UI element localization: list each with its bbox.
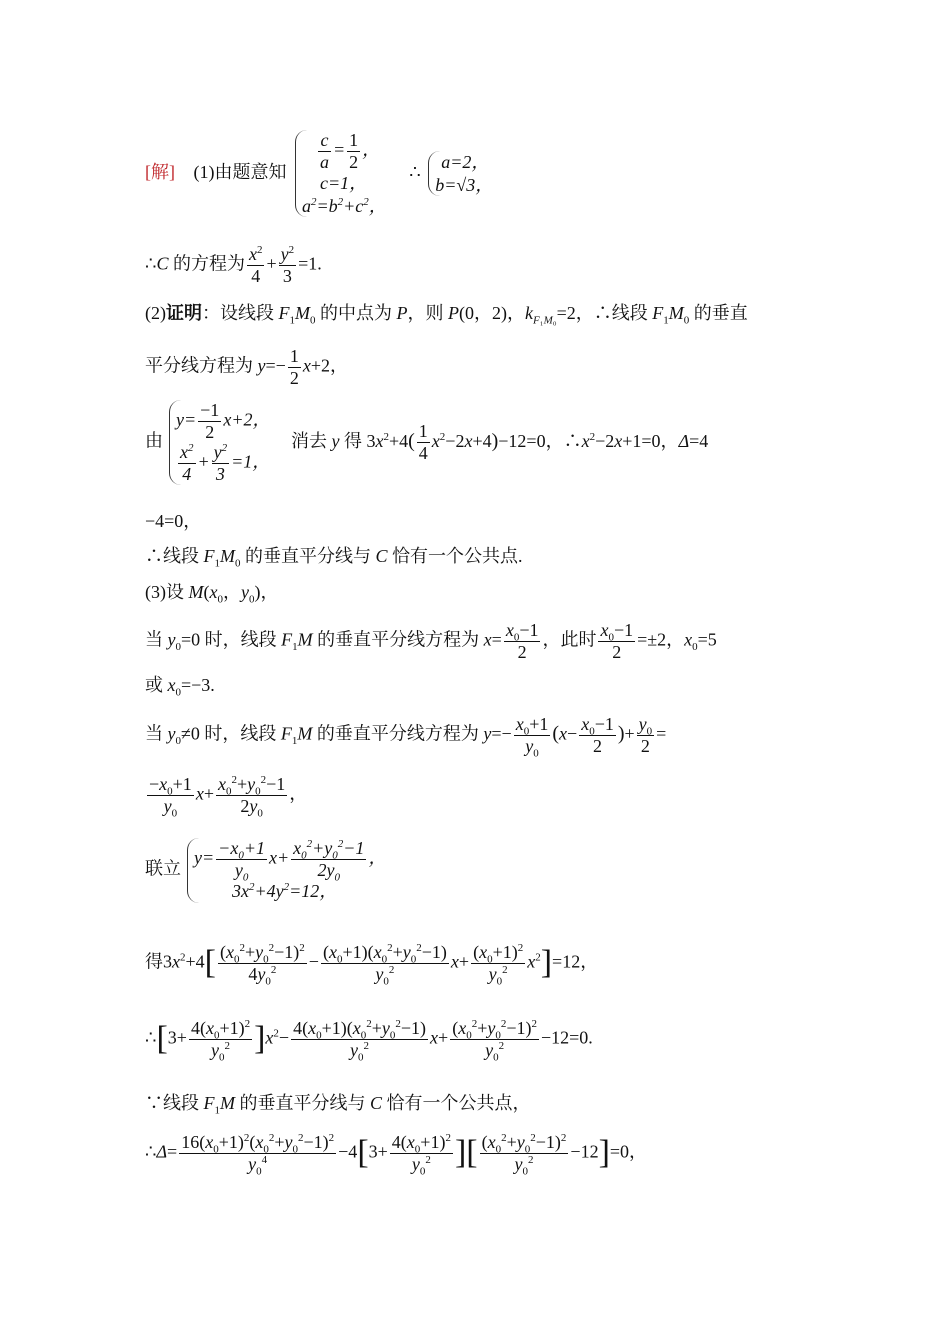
solution-line-13: 联立 y= $\frac{-x_0+1}{y_0}$ x+ $\frac{x_0^2+y_0^2-1}{2y_0}$ ， $3x^2+4y^2=12$， — [145, 838, 387, 902]
solution-line-6: −4=0， — [145, 511, 202, 531]
solution-line-15: ∴[3+ $\frac{4(x_0+1)^2}{y_0^2}$ ]$x^2-$ $\frac{4(x_0+1)(x_0^2+y_0^2-1)}{y_0^2}$ x+ $\frac{(x_0^2+y_0^2-1)^2}{y_0^2}$ −12=0. — [145, 1018, 593, 1064]
solution-line-5: 由 y= $\frac{-1}{2}$ x+2， $\frac{x^2}{4}$ + $\frac{y^2}{3}$ =1， 消去 y 得 $3x^2+4$( $\frac{1}{4}$ $x^2-2x+4)-12=0$，$\therefore x^2-2x+1=0$，Δ=4 — [145, 400, 709, 485]
solution-line-3: (2)证明：设线段 $F_1M_0$ 的中点为 P，则 P(0，2)，$k_{F_1M_0}=2$，∴线段 $F_1M_0$ 的垂直 — [145, 303, 748, 327]
solution-line-16: ∵线段 $F_1M$ 的垂直平分线与 C 恰有一个公共点， — [145, 1093, 531, 1117]
solution-label: [解] — [145, 161, 175, 182]
solution-line-10: 或 $x_0=-3$. — [145, 675, 215, 699]
system-2: y= $\frac{-1}{2}$ x+2， $\frac{x^2}{4}$ + $\frac{y^2}{3}$ =1， — [169, 400, 270, 485]
system-1-result: a=2， b=√3， — [428, 151, 493, 196]
solution-line-9: 当 $y_0=0$ 时，线段 $F_1M$ 的垂直平分线方程为 x= $\frac{x_0-1}{2}$ ，此时 $\frac{x_0-1}{2}$ =±2，$x_0=5$ — [145, 620, 717, 662]
system-3: y= $\frac{-x_0+1}{y_0}$ x+ $\frac{x_0^2+y_0^2-1}{2y_0}$ ， $3x^2+4y^2=12$， — [187, 838, 386, 903]
solution-line-17: ∴Δ= $\frac{16(x_0+1)^2(x_0^2+y_0^2-1)^2}{y_0^4}$ −4[3+ $\frac{4(x_0+1)^2}{y_0^2}$ ][ $\frac{(x_0^2+y_0^2-1)^2}{y_0^2}$ −12]=0， — [145, 1132, 648, 1178]
part1-intro: (1)由题意知 — [193, 161, 287, 182]
solution-line-14: 得$3x^2+4$[ $\frac{(x_0^2+y_0^2-1)^2}{4y_0^2}$ − $\frac{(x_0+1)(x_0^2+y_0^2-1)}{y_0^2}$ x+ $\frac{(x_0+1)^2}{y_0^2}$ $x^2]=12$， — [145, 942, 599, 988]
therefore-symbol: ∴ — [409, 161, 421, 182]
solution-line-1 — [145, 130, 493, 217]
solution-line-11: 当 $y_0\ne 0$ 时，线段 $F_1M$ 的垂直平分线方程为 y=− $\frac{x_0+1}{y_0}$ (x− $\frac{x_0-1}{2}$ )+ $\frac{y_0}{2}$ = — [145, 714, 667, 760]
system-1: $\frac{c}{a}$ = $\frac{1}{2}$ ， c=1， $a^2=b^2+c^2$， — [295, 130, 387, 217]
solution-line-2: ∴C 的方程为 $\frac{x^2}{4}$ + $\frac{y^2}{3}$ =1. — [145, 244, 322, 286]
solution-line-12: $\frac{-x_0+1}{y_0}$ x+ $\frac{x_0^2+y_0^2-1}{2y_0}$ ， — [149, 774, 308, 820]
solution-line-4: 平分线方程为 y=− $\frac{1}{2}$ x+2， — [145, 346, 348, 388]
solution-line-7: ∴线段 $F_1M_0$ 的垂直平分线与 C 恰有一个公共点. — [145, 546, 523, 570]
solution-line-8: (3)设 $M(x_0$，$y_0$)， — [145, 582, 279, 606]
